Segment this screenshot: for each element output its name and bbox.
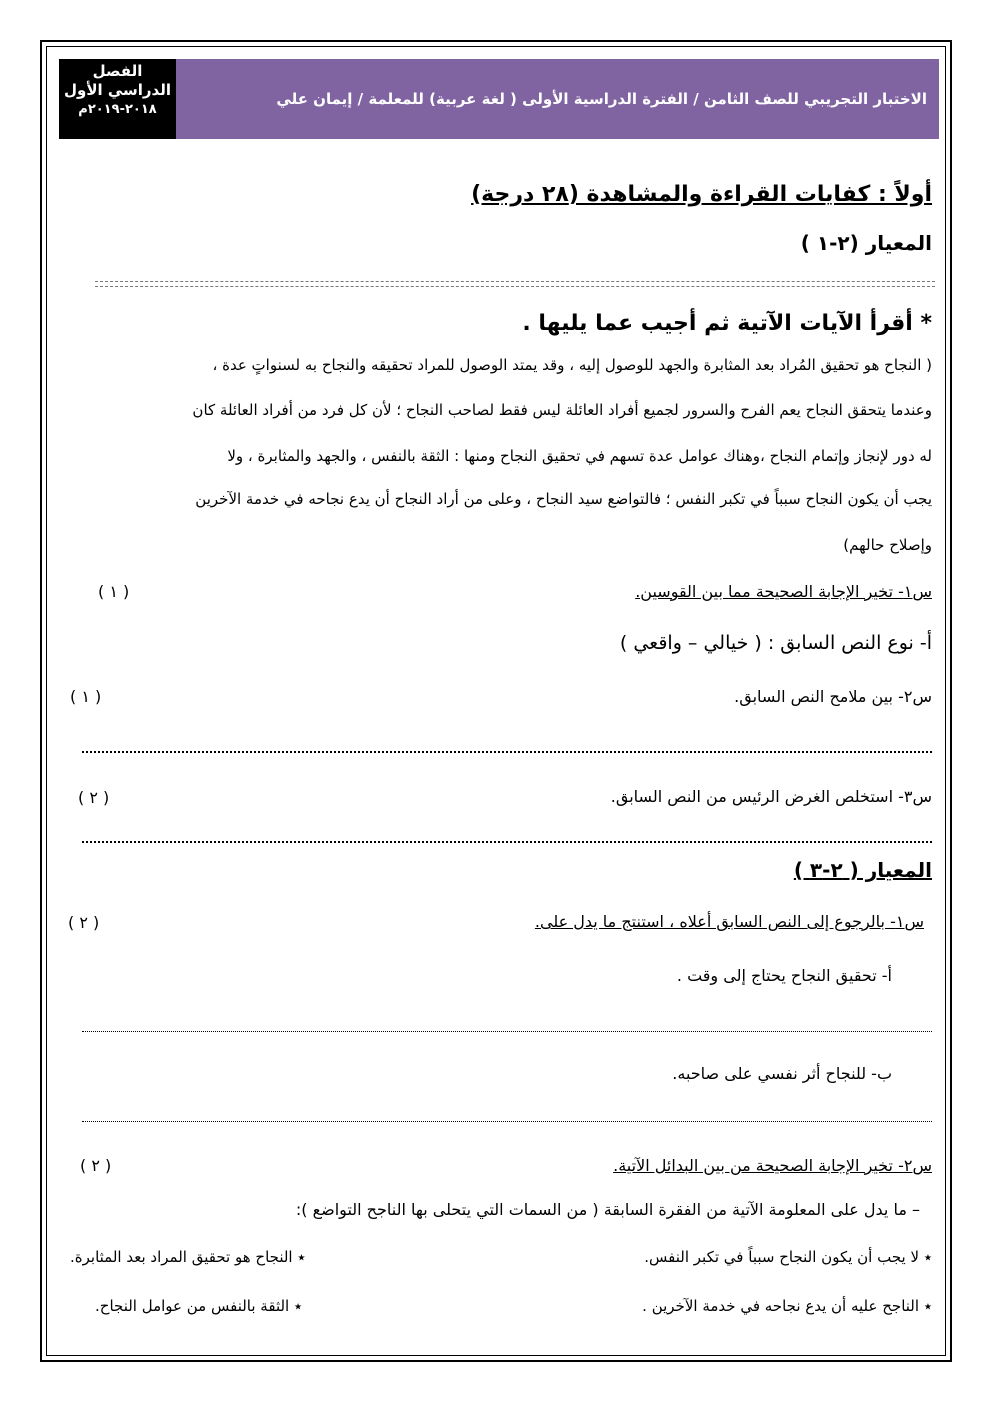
question-3-score: ( ٢ ) [78, 788, 110, 807]
question-1-option-a: أ- نوع النص السابق : ( خيالي – واقعي ) [619, 632, 932, 654]
choice-option-1[interactable] [644, 1248, 932, 1266]
choice-option-2[interactable] [70, 1248, 306, 1266]
question-3-text: س٣- استخلص الغرض الرئيس من النص السابق. [610, 787, 932, 806]
bullet-icon: ٭ [923, 1297, 932, 1315]
choice-option-3[interactable] [642, 1297, 932, 1315]
passage-line-3: له دور لإنجاز وإتمام النجاح ،وهناك عوامل عدة تسهم في تحقيق النجاح ومنها : الثقة بالنفس ، والجهد والمثابرة ، ولا [227, 447, 932, 465]
term-year: ٢٠١٨-٢٠١٩م [78, 102, 157, 117]
answer-line[interactable] [82, 841, 932, 843]
passage-line-4: يجب أن يكون النجاح سبباً في تكبر النفس ؛ فالتواضع سيد النجاح ، وعلى من أراد النجاح أن يدع نجاحه في خدمة الآخرين [195, 490, 932, 508]
term-box [59, 59, 176, 139]
choice-label: النجاح هو تحقيق المراد بعد المثابرة. [70, 1248, 293, 1266]
bullet-icon: ٭ [923, 1248, 932, 1266]
choice-label: لا يجب أن يكون النجاح سبباً في تكبر النفس. [644, 1248, 920, 1266]
section2-question-1-score: ( ٢ ) [68, 913, 100, 932]
standard-label-2: المعيار ( ٢-٣ ) [793, 858, 932, 882]
answer-line[interactable] [82, 751, 932, 753]
term-line2: الدراسي الأول [63, 81, 171, 99]
choice-label: الثقة بالنفس من عوامل النجاح. [95, 1297, 290, 1315]
section2-question-1-text: س١- بالرجوع إلى النص السابق أعلاه ، استنتج ما يدل على. [534, 912, 924, 931]
question-1-text: س١- تخير الإجابة الصحيحة مما بين القوسين. [635, 582, 932, 601]
section2-question-1-a: أ- تحقيق النجاح يحتاج إلى وقت . [676, 966, 892, 985]
section2-question-2-prompt: – ما يدل على المعلومة الآتية من الفقرة السابقة ( من السمات التي يتحلى بها الناجح التواضع ): [295, 1200, 920, 1219]
question-2-score: ( ١ ) [70, 687, 102, 706]
section2-question-1-b: ب- للنجاح أثر نفسي على صاحبه. [672, 1064, 892, 1083]
question-2-text: س٢- بين ملامح النص السابق. [734, 687, 932, 706]
answer-line[interactable] [82, 1121, 932, 1122]
choice-label: الناجح عليه أن يدع نجاحه في خدمة الآخرين . [642, 1297, 920, 1315]
passage-line-1: ( النجاح هو تحقيق المُراد بعد المثابرة والجهد للوصول إليه ، وقد يمتد الوصول للمراد تحقيقه والنجاح به لسنواتٍ عدة ، [212, 356, 932, 374]
term-line1: الفصل [92, 62, 143, 80]
choice-option-4[interactable] [95, 1297, 302, 1315]
answer-line[interactable] [82, 1031, 932, 1032]
reading-instruction: * أقرأ الآيات الآتية ثم أجيب عما يليها . [522, 311, 932, 336]
section2-question-2-text: س٢- تخير الإجابة الصحيحة من بين البدائل الآتية. [613, 1156, 932, 1175]
question-1-score: ( ١ ) [98, 582, 130, 601]
section2-question-2-score: ( ٢ ) [80, 1156, 112, 1175]
bullet-icon: ٭ [297, 1248, 306, 1266]
bullet-icon: ٭ [293, 1297, 303, 1315]
header-banner [59, 59, 939, 139]
passage-line-2: وعندما يتحقق النجاح يعم الفرح والسرور لجميع أفراد العائلة ليس فقط لصاحب النجاح ؛ لأن كل فرد من أفراد العائلة كان [192, 401, 932, 419]
passage-line-5: وإصلاح حالهم) [843, 536, 932, 554]
standard-label-1: المعيار (٢-١ ) [800, 231, 932, 255]
section-heading: أولاً : كفايات القراءة والمشاهدة (٢٨ درجة) [471, 182, 932, 207]
separator-line [95, 281, 935, 287]
exam-title: الاختبار التجريبي للصف الثامن / الفترة الدراسية الأولى ( لغة عربية) للمعلمة / إيمان علي [176, 59, 939, 139]
